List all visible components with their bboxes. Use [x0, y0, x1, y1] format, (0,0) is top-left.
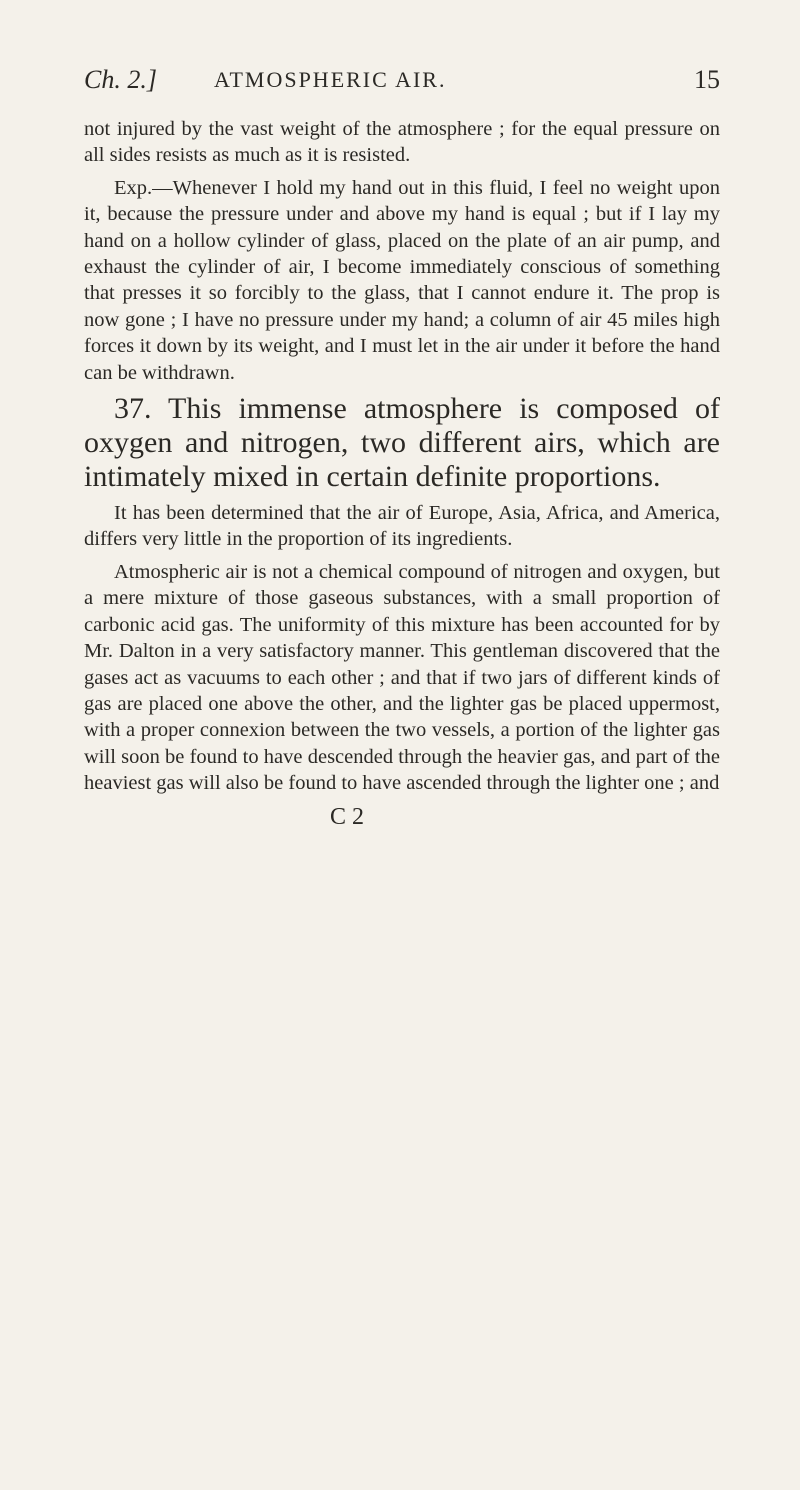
running-head — [84, 60, 720, 100]
paragraph-continuation: not injured by the vast weight of the atmosphere ; for the equal pressure on all sides resists as much as it is resisted. — [84, 118, 720, 167]
book-page — [0, 60, 800, 1490]
page-number: 15 — [694, 65, 720, 94]
paragraph-mixture: Atmospheric air is not a chemical compound of nitrogen and oxygen, but a mere mixture of those gaseous substances, with a small proportion of carbonic acid gas. The uniformity of this mixture has been accounted for by Mr. Dalton in a very satisfactory manner. This gentleman discovered that the gases act as vacuums to each other ; and that if two jars of different kinds of gas are placed one above the other, and the lighter gas be placed uppermost, with a proper connexion between the two vessels, a portion of the lighter gas will soon be found to have descended through the heavier gas, and part of the heaviest gas will also be found to have ascended through the lighter one ; and — [84, 560, 720, 795]
paragraph-experiment: Exp.—Whenever I hold my hand out in this fluid, I feel no weight upon it, because the pressure under and above my hand is equal ; but if I lay my hand on a hollow cylinder of glass, placed on the plate of an air pump, and exhaust the cylinder of air, I become immediately conscious of something that presses it so forcibly to the glass, that I cannot endure it. The prop is now gone ; I have no pressure under my hand; a column of air 45 miles high forces it down by its weight, and I must let in the air under it before the hand can be withdrawn. — [84, 176, 720, 384]
section-heading-37: 37. This immense atmosphere is composed of oxygen and nitrogen, two different airs, which are intimately mixed in certain definite proportions. — [84, 392, 720, 494]
page-body — [84, 116, 720, 831]
chapter-reference: Ch. 2.] — [84, 65, 157, 94]
paragraph-proportion: It has been determined that the air of Europe, Asia, Africa, and America, differs very little in the proportion of its ingredients. — [84, 502, 720, 551]
signature-mark: C 2 — [330, 803, 365, 830]
running-title: ATMOSPHERIC AIR. — [214, 67, 447, 92]
